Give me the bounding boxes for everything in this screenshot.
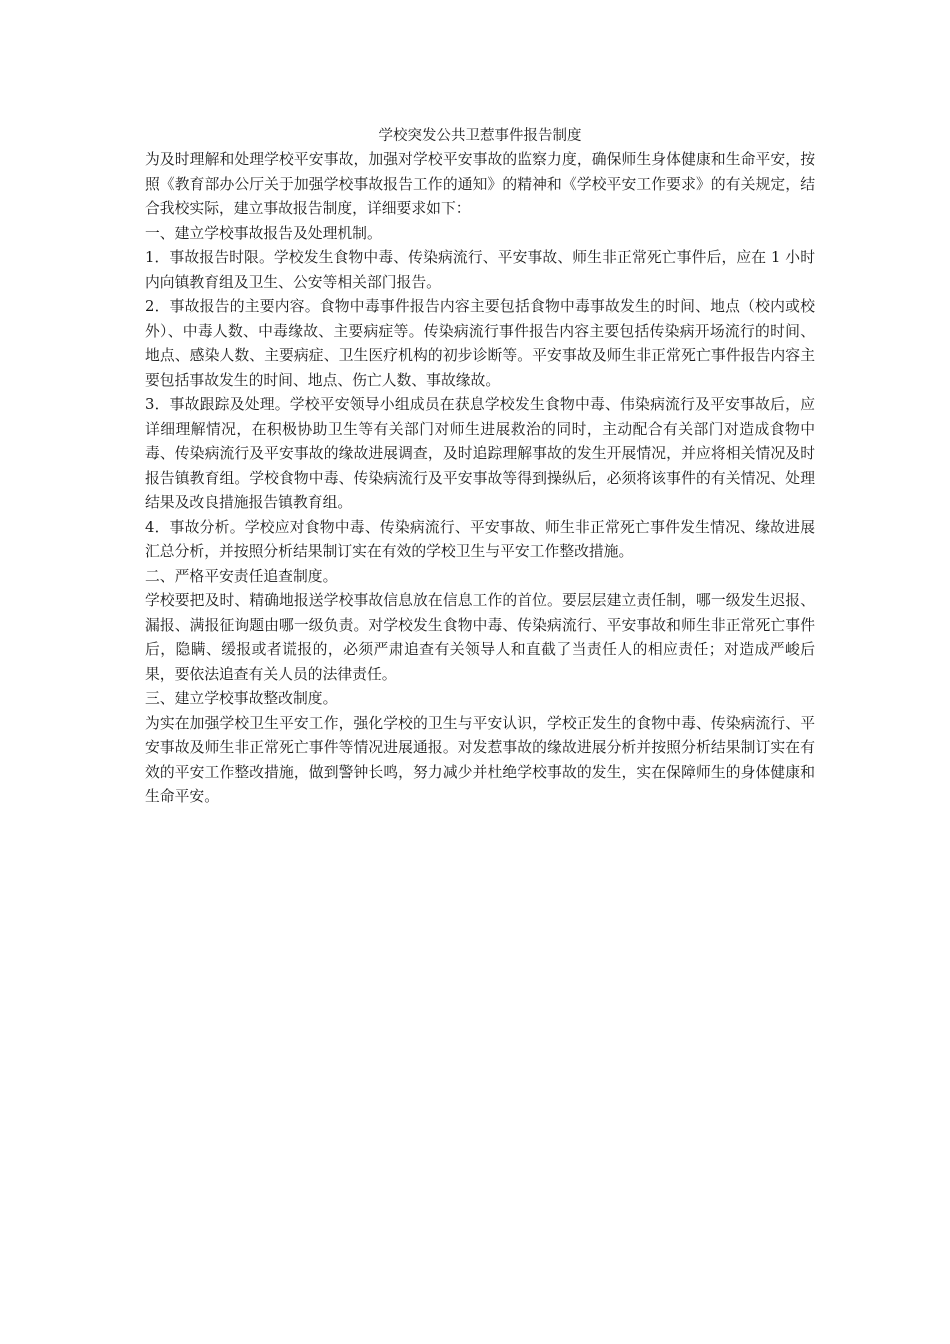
item-paragraph-4: 4．事故分析。学校应对食物中毒、传染病流行、平安事故、师生非正常死亡事件发生情况、缘故进展汇总分析，并按照分析结果制订实在有效的学校卫生与平安工作整改措施。 [145, 518, 815, 560]
section-heading-1: 一、建立学校事故报告及处理机制。 [145, 224, 382, 242]
item-paragraph-2: 2．事故报告的主要内容。食物中毒事件报告内容主要包括食物中毒事故发生的时间、地点（校内或校外）、中毒人数、中毒缘故、主要病症等。传染病流行事件报告内容主要包括传染病开场流行的时间、地点、感染人数、主要病症、卫生医疗机构的初步诊断等。平安事故及师生非正常死亡事件报告内容主要包括事故发生的时间、地点、伤亡人数、事故缘故。 [145, 298, 815, 389]
document-title: 学校突发公共卫惹事件报告制度 [378, 128, 582, 144]
item-paragraph-1: 1．事故报告时限。学校发生食物中毒、传染病流行、平安事故、师生非正常死亡事件后，应在 1 小时内向镇教育组及卫生、公安等相关部门报告。 [145, 249, 815, 291]
section-paragraph-2: 学校要把及时、精确地报送学校事故信息放在信息工作的首位。要层层建立责任制，哪一级发生迟报、漏报、满报征询题由哪一级负责。对学校发生食物中毒、传染病流行、平安事故和师生非正常死亡事件后，隐瞒、缓报或者谎报的，必须严肃追查有关领导人和直截了当责任人的相应责任；对造成严峻后果，要依法追查有关人员的法律责任。 [145, 592, 815, 683]
section-paragraph-3: 为实在加强学校卫生平安工作，强化学校的卫生与平安认识，学校正发生的食物中毒、传染病流行、平安事故及师生非正常死亡事件等情况进展通报。对发惹事故的缘故进展分析并按照分析结果制订实在有效的平安工作整改措施，做到警钟长鸣，努力减少并杜绝学校事故的发生，实在保障师生的身体健康和生命平安。 [145, 714, 815, 805]
section-heading-3: 三、建立学校事故整改制度。 [145, 690, 338, 707]
document-page [145, 124, 815, 810]
item-paragraph-3: 3．事故跟踪及处理。学校平安领导小组成员在获息学校发生食物中毒、伟染病流行及平安事故后，应详细理解情况，在积极协助卫生等有关部门对师生进展救治的同时，主动配合有关部门对造成食物中毒、传染病流行及平安事故的缘故进展调查，及时追踪理解事故的发生开展情况，并应将相关情况及时报告镇教育组。学校食物中毒、传染病流行及平安事故等得到操纵后，必须将该事件的有关情况、处理结果及改良措施报告镇教育组。 [145, 396, 815, 511]
section-heading-2: 二、严格平安责任追查制度。 [145, 567, 338, 585]
intro-paragraph: 为及时理解和处理学校平安事故，加强对学校平安事故的监察力度，确保师生身体健康和生命平安，按照《教育部办公厅关于加强学校事故报告工作的通知》的精神和《学校平安工作要求》的有关规定，结合我校实际，建立事故报告制度，详细要求如下： [145, 151, 815, 217]
